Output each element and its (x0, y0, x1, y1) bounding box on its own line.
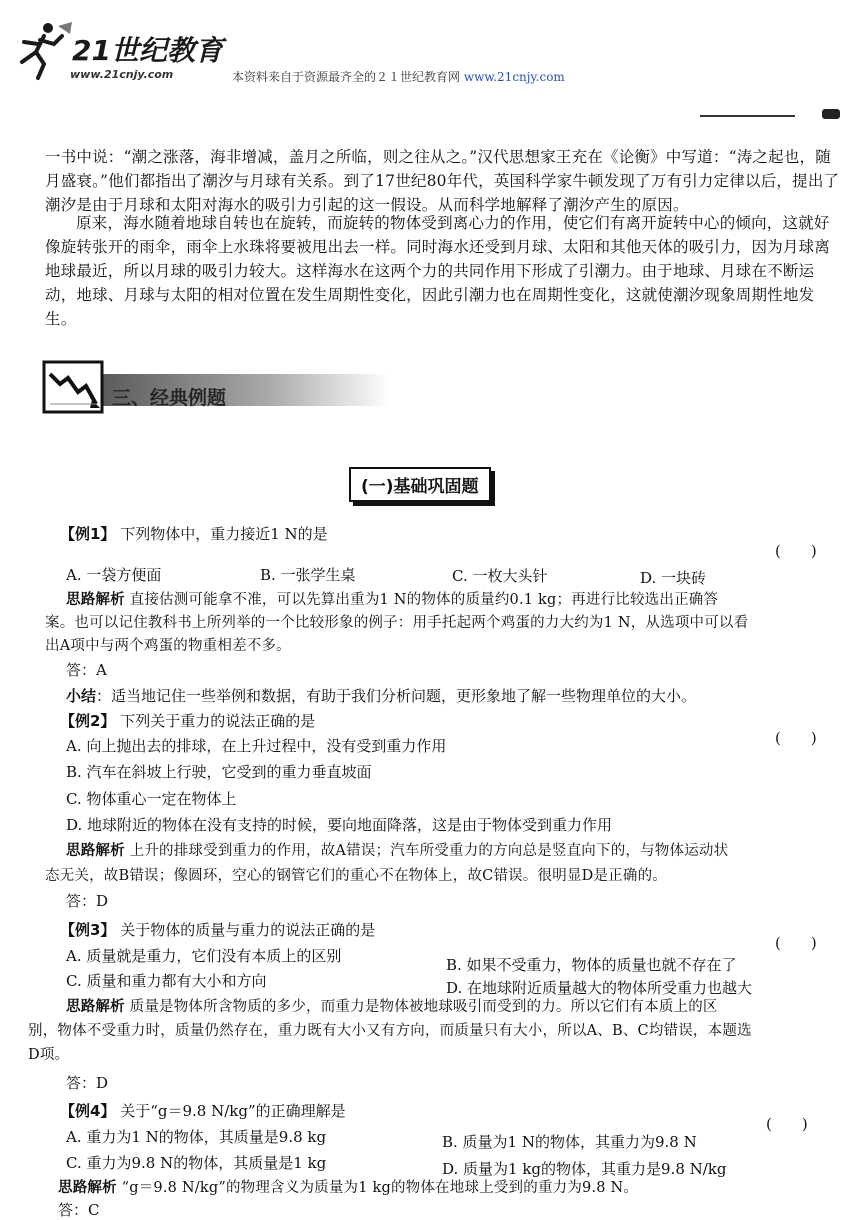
example-3-stem: 关于物体的质量与重力的说法正确的是 (120, 921, 376, 939)
example-1-number: 【例1】 (60, 525, 116, 543)
example-1-analysis-line-1 (66, 590, 718, 610)
example-3-analysis-text-1: 质量是物体所含物质的多少，而重力是物体被地球吸引而受到的力。所以它们有本质上的区 (129, 999, 718, 1015)
header-note-site[interactable]: www.21cnjy.com (463, 70, 565, 84)
chart-icon (44, 362, 102, 412)
example-2-option-c: C. 物体重心一定在物体上 (66, 790, 237, 808)
example-4-number: 【例4】 (60, 1102, 116, 1120)
example-4-stem: 关于“g＝9.8 N/kg”的正确理解是 (120, 1102, 346, 1120)
example-1-analysis-text-1: 直接估测可能拿不准，可以先算出重为1 N的物体的质量约0.1 kg；再进行比较选出正确答 (129, 592, 719, 608)
example-2-stem: 下列关于重力的说法正确的是 (120, 712, 316, 730)
example-1-stem: 下列物体中，重力接近1 N的是 (120, 525, 328, 543)
example-1-analysis-line-2: 案。也可以记住教科书上所列举的一个比较形象的例子：用手托起两个鸡蛋的力大约为1 N，从选项中可以看 (45, 615, 749, 631)
example-4-analysis-text-1: “g＝9.8 N/kg”的物理含义为质量为1 kg的物体在地球上受到的重力为9.8 N。 (121, 1180, 639, 1196)
header-rule (700, 115, 795, 117)
page-header (0, 0, 860, 95)
example-3-analysis-line-3: D项。 (28, 1047, 70, 1063)
example-3-analysis-line-2: 别，物体不受重力时，质量仍然存在，重力既有大小又有方向，而质量只有大小，所以A、B、C均错误，本题选 (28, 1023, 752, 1039)
site-logo (10, 18, 235, 88)
example-3-option-c: C. 质量和重力都有大小和方向 (66, 972, 267, 990)
example-2-option-a: A. 向上抛出去的排球，在上升过程中，没有受到重力作用 (66, 737, 447, 755)
header-note (232, 68, 565, 85)
example-4-answer-blank: ( ) (766, 1115, 808, 1133)
example-1-analysis-line-3: 出A项中与两个鸡蛋的物重相差不多。 (45, 638, 291, 654)
example-1-option-d: D. 一块砖 (640, 569, 707, 587)
intro-paragraph-2 (45, 211, 840, 331)
example-1-answer: 答：A (66, 661, 107, 679)
subsection-title: (一)基础巩固题 (349, 467, 491, 502)
example-4-option-b: B. 质量为1 N的物体，其重力为9.8 N (442, 1133, 697, 1151)
intro-paragraph-1: 一书中说：“潮之涨落，海非增减，盖月之所临，则之往从之。”汉代思想家王充在《论衡》中写道：“涛之起也，随月盛衰。”他们都指出了潮汐与月球有关系。到了17世纪80年代，英国科学家牛顿发现了万有引力定律以后，提出了潮汐是由于月球和太阳对海水的吸引力引起的这一假设。从而科学地解释了潮汐产生的原因。 (45, 148, 840, 214)
example-2-analysis-line-2: 态无关，故B错误；像圆环，空心的钢管它们的重心不在物体上，故C错误。很明显D是正确的。 (45, 868, 667, 884)
example-3-question (60, 920, 375, 940)
logo-text: 21世纪教育 (72, 34, 223, 67)
section-title: 三、经典例题 (112, 387, 227, 409)
example-3-analysis-label: 思路解析 (66, 999, 125, 1015)
example-3-answer: 答：D (66, 1074, 109, 1092)
example-2-analysis-text-1: 上升的排球受到重力的作用，故A错误；汽车所受重力的方向总是竖直向下的，与物体运动状 (129, 843, 729, 859)
example-4-option-d: D. 质量为1 kg的物体，其重力是9.8 N/kg (442, 1160, 727, 1178)
example-1-option-a: A. 一袋方便面 (66, 566, 162, 584)
example-4-answer: 答：C (58, 1201, 100, 1219)
example-4-option-c: C. 重力为9.8 N的物体，其质量是1 kg (66, 1154, 327, 1172)
example-4-analysis-label: 思路解析 (58, 1180, 117, 1196)
intro-paragraph-2-text: 原来，海水随着地球自转也在旋转，而旋转的物体受到离心力的作用，使它们有离开旋转中心的倾向，这就好像旋转张开的雨伞，雨伞上水珠将要被甩出去一样。同时海水还受到月球、太阳和其他天体的吸引力，因为月球离地球最近，所以月球的吸引力较大。这样海水在这两个力的共同作用下形成了引潮力。由于地球、月球在不断运动，地球、月球与太阳的相对位置在发生周期性变化，因此引潮力也在周期性变化，这就使潮汐现象周期性地发生。 (45, 214, 831, 328)
example-2-answer-blank: ( ) (775, 729, 817, 747)
example-1-analysis-label: 思路解析 (66, 592, 125, 608)
example-3-option-a: A. 质量就是重力，它们没有本质上的区别 (66, 947, 342, 965)
example-2-analysis-label: 思路解析 (66, 843, 125, 859)
example-2-analysis-line-1 (66, 841, 728, 861)
example-1-summary (66, 686, 696, 706)
example-1-summary-text: ：适当地记住一些举例和数据，有助于我们分析问题，更形象地了解一些物理单位的大小。 (96, 687, 697, 705)
example-3-option-d: D. 在地球附近质量越大的物体所受重力也越大 (446, 979, 753, 997)
header-note-text: 本资料来自于资源最齐全的２１世纪教育网 (232, 70, 461, 84)
example-2-question (60, 711, 315, 731)
example-2-option-b: B. 汽车在斜坡上行驶，它受到的重力垂直坡面 (66, 763, 372, 781)
example-1-question (60, 524, 328, 544)
example-1-summary-label: 小结 (66, 687, 97, 705)
logo-url: www.21cnjy.com (70, 68, 174, 81)
example-2-answer: 答：D (66, 892, 109, 910)
header-rule-mark (822, 109, 840, 119)
example-3-answer-blank: ( ) (775, 934, 817, 952)
example-1-option-c: C. 一枚大头针 (452, 567, 548, 585)
example-3-analysis-line-1 (66, 997, 718, 1017)
example-2-number: 【例2】 (60, 712, 116, 730)
example-4-option-a: A. 重力为1 N的物体，其质量是9.8 kg (66, 1128, 327, 1146)
example-4-question (60, 1101, 346, 1121)
example-4-analysis-line-1 (58, 1178, 638, 1198)
example-1-option-b: B. 一张学生桌 (260, 566, 356, 584)
example-2-option-d: D. 地球附近的物体在没有支持的时候，要向地面降落，这是由于物体受到重力作用 (66, 816, 613, 834)
example-3-number: 【例3】 (60, 921, 116, 939)
example-3-option-b: B. 如果不受重力，物体的质量也就不存在了 (446, 956, 737, 974)
example-1-answer-blank: ( ) (775, 542, 817, 560)
